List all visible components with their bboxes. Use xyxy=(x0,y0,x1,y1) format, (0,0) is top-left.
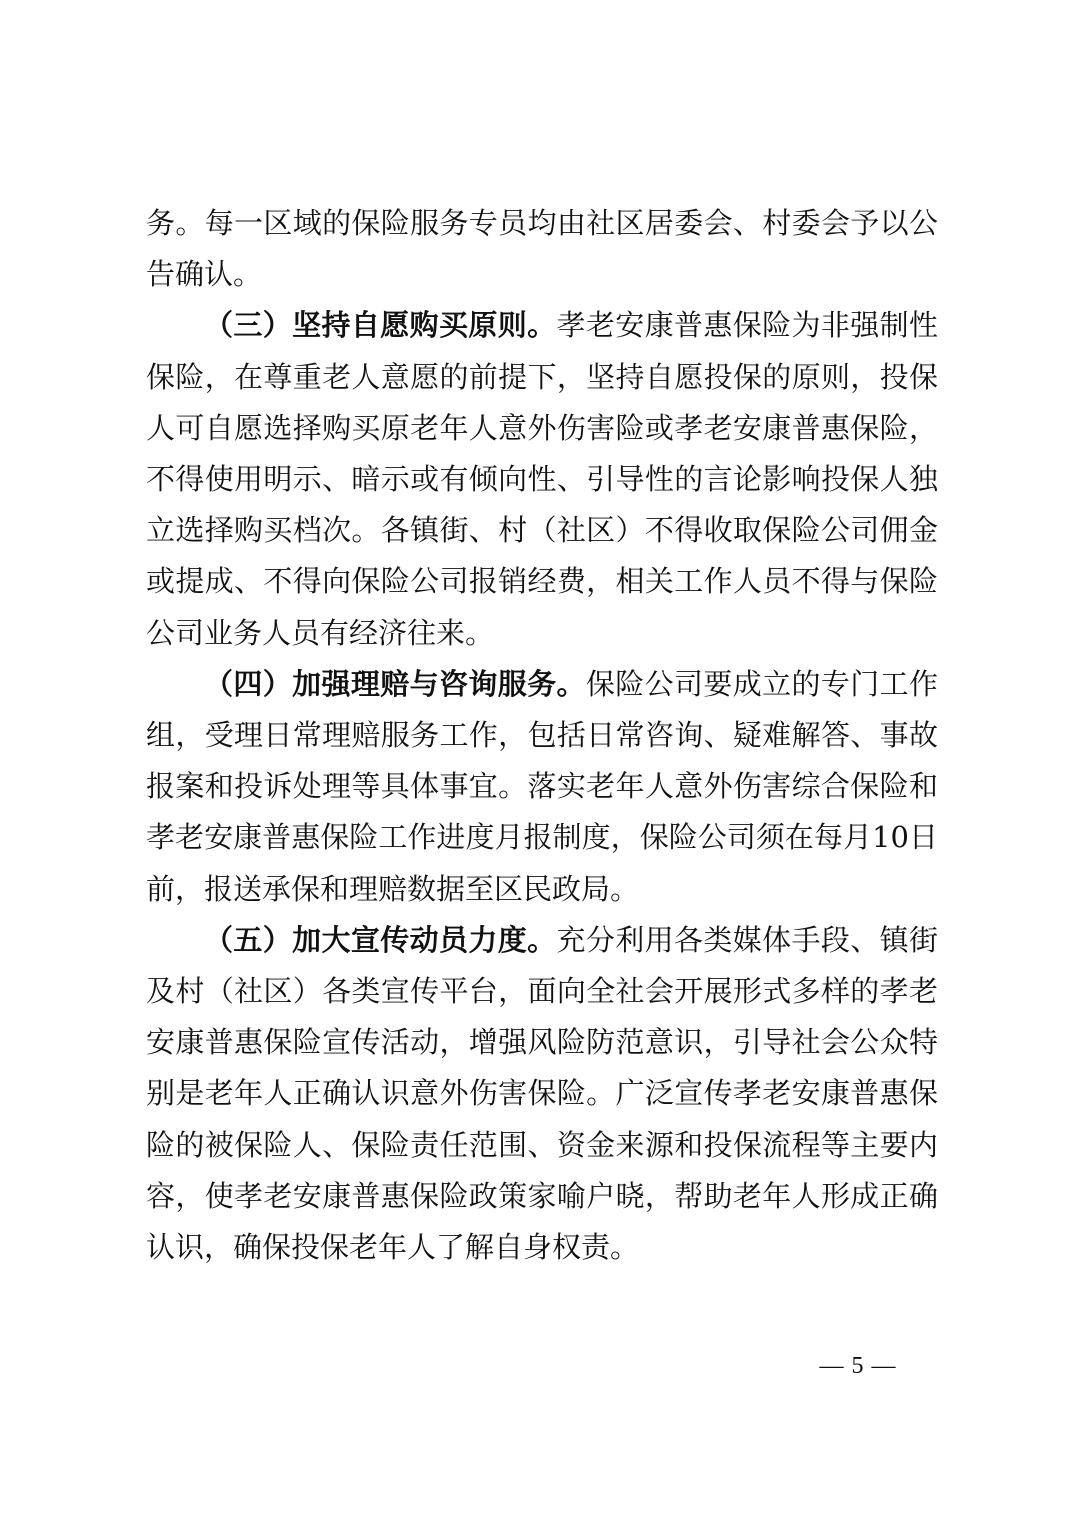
paragraph-text: 保险公司要成立的专门工作组，受理日常理赔服务工作，包括日常咨询、疑难解答、事故报案和投诉处理等具体事宜。落实老年人意外伤害综合保险和孝老安康普惠保险工作进度月报制度，保险公司须在每月10日前，报送承保和理赔数据至区民政局。 xyxy=(146,666,938,906)
page-number: — 5 — xyxy=(819,1353,897,1379)
paragraph-continuation xyxy=(146,198,938,300)
paragraph-section-5 xyxy=(146,915,938,1273)
section-heading: （三）坚持自愿购买原则。 xyxy=(204,308,557,343)
section-heading: （四）加强理赔与咨询服务。 xyxy=(204,666,586,701)
paragraph-text: 务。每一区域的保险服务专员均由社区居委会、村委会予以公告确认。 xyxy=(146,206,938,292)
section-heading: （五）加大宣传动员力度。 xyxy=(204,922,557,957)
paragraph-text: 充分利用各类媒体手段、镇街及村（社区）各类宣传平台，面向全社会开展形式多样的孝老安康普惠保险宣传活动，增强风险防范意识，引导社会公众特别是老年人正确认识意外伤害保险。广泛宣传孝老安康普惠保险的被保险人、保险责任范围、资金来源和投保流程等主要内容，使孝老安康普惠保险政策家喻户晓，帮助老年人形成正确认识，确保投保老年人了解自身权责。 xyxy=(146,922,938,1265)
paragraph-section-3 xyxy=(146,300,938,658)
paragraph-text: 孝老安康普惠保险为非强制性保险，在尊重老人意愿的前提下，坚持自愿投保的原则，投保人可自愿选择购买原老年人意外伤害险或孝老安康普惠保险，不得使用明示、暗示或有倾向性、引导性的言论影响投保人独立选择购买档次。各镇街、村（社区）不得收取保险公司佣金或提成、不得向保险公司报销经费，相关工作人员不得与保险公司业务人员有经济往来。 xyxy=(146,308,938,650)
document-body xyxy=(146,198,938,1273)
paragraph-section-4 xyxy=(146,659,938,915)
